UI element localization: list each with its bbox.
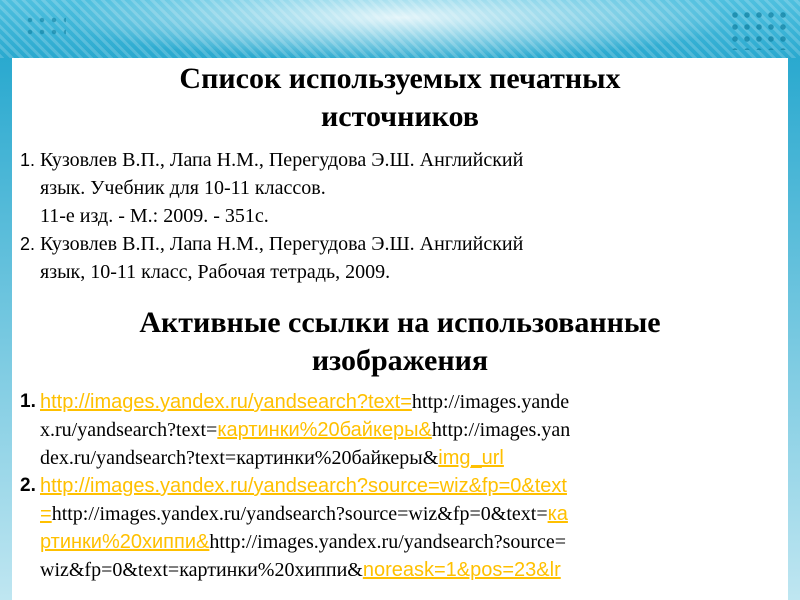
frame-highlight [80, 0, 720, 58]
frame-pattern-right [730, 10, 790, 50]
url-text: http://images.yandex.ru/yandsearch?source=wiz&fp=0&text= [51, 503, 548, 525]
link-line [40, 472, 770, 500]
link-line [40, 528, 770, 556]
heading-line: Список используемых печатных [179, 62, 621, 95]
printed-sources-list [20, 146, 770, 286]
slide-content [12, 58, 788, 600]
slide-frame-left [0, 58, 12, 600]
heading-line: источников [321, 100, 479, 133]
item-number: 1. [20, 150, 36, 170]
image-links-list [20, 388, 770, 584]
image-link[interactable]: noreask=1&pos=23&lr [362, 559, 561, 581]
source-item [20, 146, 770, 230]
link-line [40, 388, 770, 416]
link-line [40, 500, 770, 528]
link-item [20, 472, 770, 584]
image-link[interactable]: картинки%20байкеры& [217, 419, 432, 441]
source-text: Кузовлев В.П., Лапа Н.М., Перегудова Э.Ш. Английский [40, 233, 524, 255]
source-text: язык. Учебник для 10-11 классов. [40, 177, 326, 199]
link-line [40, 556, 770, 584]
item-number: 2. [20, 234, 36, 254]
printed-sources-heading [12, 60, 788, 136]
image-link[interactable]: ртинки%20хиппи& [40, 531, 210, 553]
image-link[interactable]: = [40, 503, 52, 525]
url-text: http://images.yandex.ru/yandsearch?source= [209, 531, 567, 553]
heading-line: изображения [311, 344, 489, 377]
url-text: wiz&fp=0&text=картинки%20хиппи& [40, 559, 363, 581]
source-text: Кузовлев В.П., Лапа Н.М., Перегудова Э.Ш. Английский [40, 149, 524, 171]
image-link[interactable]: img_url [438, 447, 504, 469]
image-links-heading [12, 304, 788, 380]
url-text: dex.ru/yandsearch?text=картинки%20байкеры& [40, 447, 439, 469]
link-line [40, 416, 770, 444]
slide-frame-top [0, 0, 800, 58]
item-number: 1. [20, 391, 36, 412]
source-item [20, 230, 770, 286]
image-link[interactable]: http://images.yandex.ru/yandsearch?source=wiz&fp=0&text [40, 475, 567, 497]
image-link[interactable]: ка [547, 503, 568, 525]
url-text: http://images.yande [411, 391, 570, 413]
heading-line: Активные ссылки на использованные [139, 306, 661, 339]
slide-frame-right [788, 58, 800, 600]
url-text: x.ru/yandsearch?text= [40, 419, 218, 441]
link-item [20, 388, 770, 472]
frame-pattern-left [26, 16, 66, 40]
item-number: 2. [20, 475, 36, 496]
image-link[interactable]: http://images.yandex.ru/yandsearch?text= [40, 391, 412, 413]
source-text: 11-е изд. - М.: 2009. - 351с. [40, 205, 269, 227]
source-text: язык, 10-11 класс, Рабочая тетрадь, 2009. [40, 261, 391, 283]
url-text: http://images.yan [431, 419, 571, 441]
link-line [40, 444, 770, 472]
